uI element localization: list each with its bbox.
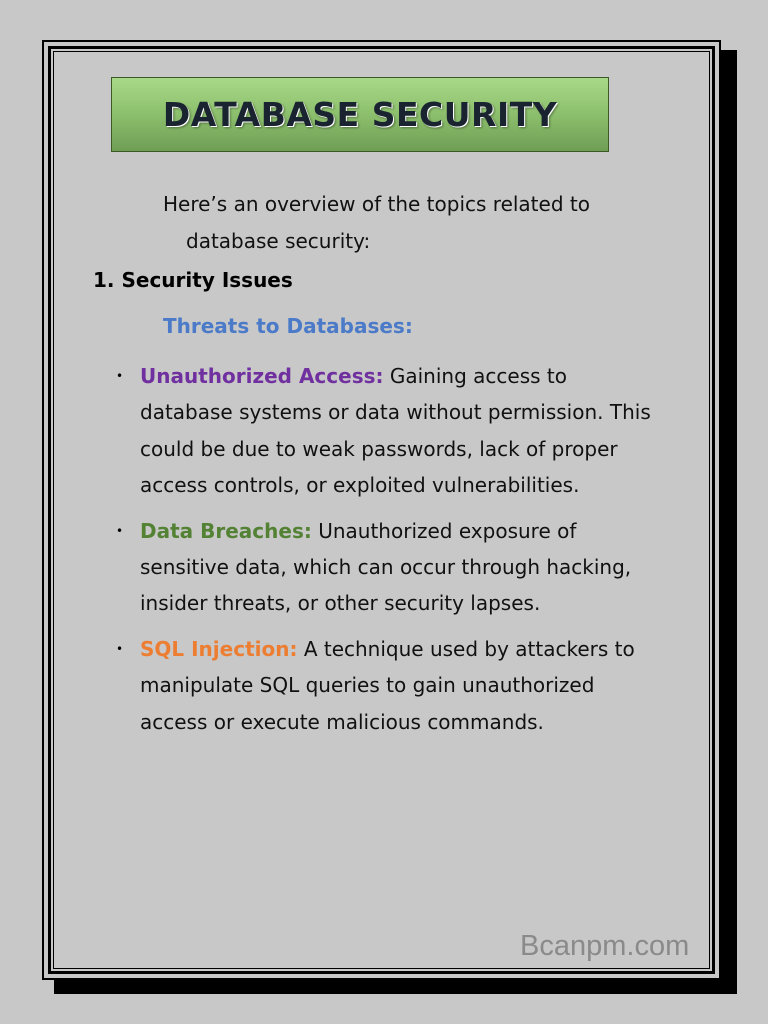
bullet-icon: • (116, 369, 124, 383)
threat-list (112, 358, 660, 749)
threats-subheading: Threats to Databases: (163, 314, 413, 338)
bullet-text: Gaining access to database systems or data without permission. This could be due to weak passwords, lack of proper access controls, or exploited vulnerabilities. (140, 364, 651, 498)
bullet-text: A technique used by attackers to manipulate SQL queries to gain unauthorized access or execute malicious commands. (140, 636, 635, 734)
bullet-text: Unauthorized exposure of sensitive data, which can occur through hacking, insider threats, or other security lapses. (140, 518, 632, 616)
page-title: DATABASE SECURITY (162, 95, 558, 134)
bullet-term: Data Breaches: (140, 518, 312, 543)
section-heading: 1. Security Issues (93, 268, 293, 292)
intro-line-2: database security: (186, 229, 371, 253)
bullet-term: Unauthorized Access: (140, 364, 384, 388)
bullet-term: SQL Injection: (140, 636, 298, 661)
list-item (112, 513, 660, 622)
intro-paragraph (163, 186, 673, 260)
watermark: Bcanpm.com (520, 930, 690, 962)
list-item (112, 631, 660, 740)
bullet-icon: • (116, 641, 124, 656)
title-banner (111, 77, 609, 152)
list-item (112, 358, 660, 504)
bullet-icon: • (116, 523, 124, 538)
intro-line-1: Here’s an overview of the topics related to (163, 192, 590, 216)
